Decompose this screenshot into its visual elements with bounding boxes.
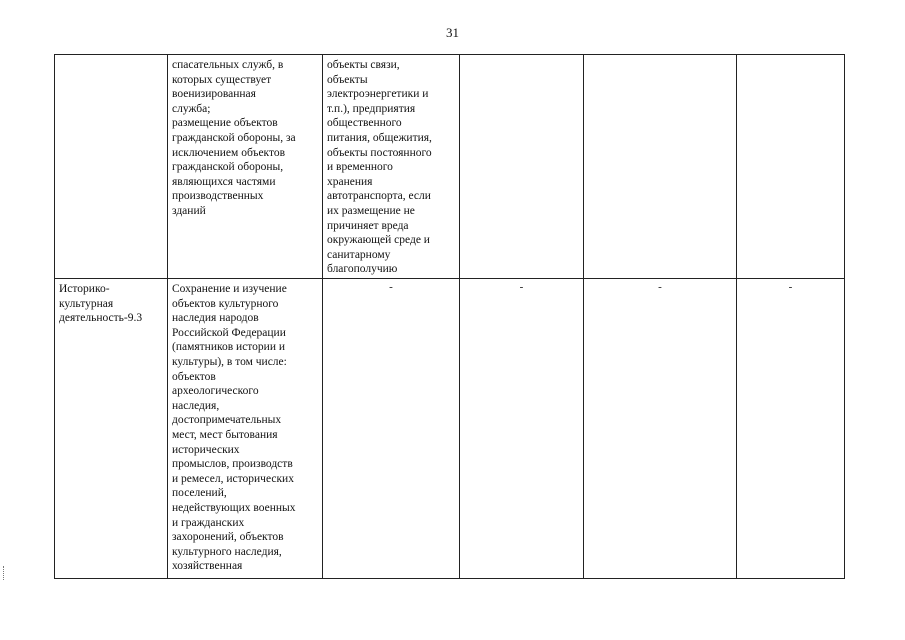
dash-mark: - [658,281,662,293]
table-cell-description: спасательных служб, в которых существует военизированная служба; размещение объектов гражданской обороны, за исключением объектов гражданской обороны, являющихся частями производственных зданий [168,55,323,279]
table-cell-param [460,279,584,579]
table-cell-use-type [55,55,168,279]
table-cell-objects [323,279,460,579]
dash-mark: - [389,281,393,293]
table-cell-objects: объекты связи, объекты электроэнергетики и т.п.), предприятия общественного питания, общежития, объекты постоянного и временного хранения автотранспорта, если их размещение не причиняет вреда окружающей среде и санитарному благополучию [323,55,460,279]
margin-mark [3,566,6,580]
table-cell-param [737,279,845,579]
dash-mark: - [519,281,524,293]
dash-mark: - [788,281,793,293]
page-number: 31 [446,25,459,40]
land-use-table [54,54,845,579]
table-cell-param [460,55,584,279]
table-cell-use-type: Историко- культурная деятельность-9.3 [55,279,168,579]
table-row [55,55,845,279]
table-row [55,279,845,579]
table-cell-description: Сохранение и изучение объектов культурного наследия народов Российской Федерации (памятников истории и культуры), в том числе: объектов археологического наследия, достопримечательных мест, мест бытования исторических промыслов, производств и ремесел, исторических поселений, недействующих военных и гражданских захоронений, объектов культурного наследия, хозяйственная [168,279,323,579]
table-cell-param [584,55,737,279]
table-cell-param [584,279,737,579]
table-cell-param [737,55,845,279]
